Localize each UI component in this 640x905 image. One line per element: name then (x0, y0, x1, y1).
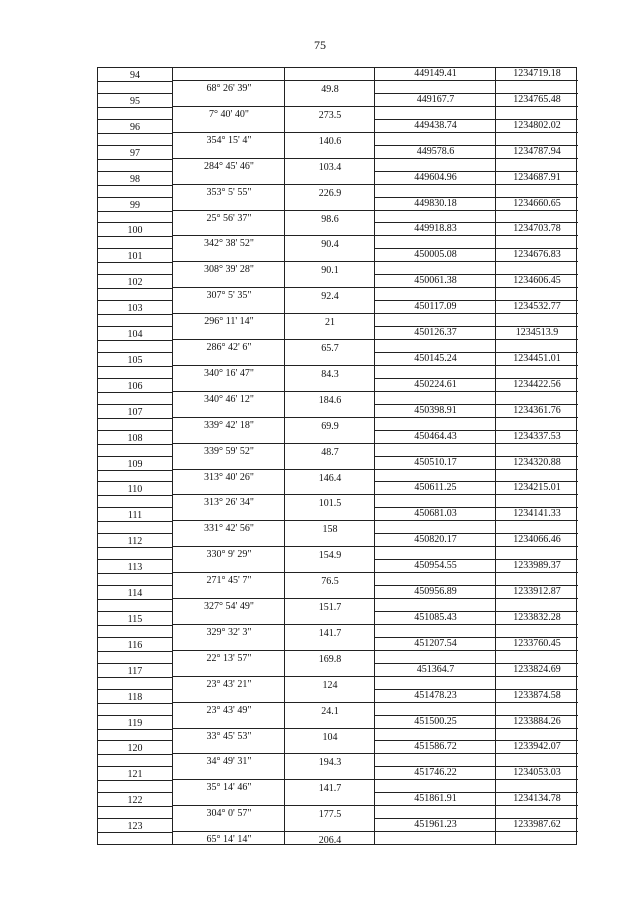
coordinate-x: 451861.91 (414, 793, 457, 805)
row-divider (172, 313, 374, 314)
segment-distance: 177.5 (318, 809, 342, 821)
segment-distance: 154.9 (318, 550, 342, 562)
row-divider (374, 546, 578, 547)
bearing-angle: 308° 39' 28" (204, 264, 254, 276)
point-id: 114 (127, 588, 143, 599)
bearing-angle: 313° 26' 34" (204, 497, 254, 509)
point-id: 122 (127, 795, 143, 807)
coordinate-x: 450681.03 (414, 508, 457, 520)
coordinate-y: 1234451.01 (513, 352, 561, 364)
row-divider (98, 818, 172, 819)
point-id: 123 (127, 821, 143, 833)
point-id: 104 (127, 329, 143, 340)
row-divider (98, 430, 172, 431)
bearing-angle: 327° 54' 49" (204, 601, 254, 612)
row-divider (98, 236, 172, 237)
point-id: 121 (127, 769, 143, 781)
bearing-angle: 340° 46' 12" (204, 393, 254, 405)
row-divider (374, 158, 578, 159)
bearing-angle: 329° 32' 3" (206, 626, 252, 638)
segment-distance: 84.3 (321, 368, 339, 380)
row-divider (172, 210, 374, 211)
row-divider (98, 507, 172, 508)
coordinate-y: 1234320.88 (513, 456, 561, 468)
point-id: 119 (127, 717, 143, 729)
coordinate-y: 1234422.56 (513, 378, 561, 390)
point-id: 113 (127, 562, 143, 574)
point-id: 101 (127, 251, 143, 263)
point-id: 115 (127, 613, 143, 625)
point-id: 106 (127, 380, 143, 392)
point-id: 107 (127, 406, 143, 418)
row-divider (98, 533, 172, 534)
row-divider (374, 80, 578, 81)
segment-distance: 48.7 (321, 446, 339, 458)
coordinate-x: 450126.37 (414, 327, 457, 338)
coordinate-x: 450061.38 (414, 275, 457, 287)
row-divider (172, 624, 374, 625)
row-divider (172, 391, 374, 392)
row-divider (374, 184, 578, 185)
bearing-angle: 340° 16' 47" (204, 367, 254, 379)
coordinate-y: 1233824.69 (513, 663, 561, 675)
row-divider (98, 806, 172, 807)
coordinate-y: 1234066.46 (513, 534, 561, 546)
row-divider (98, 262, 172, 263)
coordinate-y: 1234215.01 (513, 482, 561, 494)
bearing-angle: 35° 14' 46" (206, 782, 252, 794)
bearing-angle: 65° 14' 14" (206, 834, 252, 846)
point-id: 100 (127, 225, 143, 237)
row-divider (172, 494, 374, 495)
segment-distance: 169.8 (318, 653, 342, 665)
row-divider (374, 339, 578, 340)
coordinate-x: 450398.91 (414, 404, 457, 416)
row-divider (374, 676, 578, 677)
row-divider (172, 546, 374, 547)
row-divider (98, 651, 172, 652)
coordinate-y: 1234765.48 (513, 93, 561, 105)
coordinate-x: 450611.25 (414, 482, 457, 494)
bearing-angle: 7° 40' 40" (209, 108, 249, 120)
row-divider (374, 210, 578, 211)
segment-distance: 104 (322, 731, 338, 743)
row-divider (172, 753, 374, 754)
row-divider (98, 93, 172, 94)
bearing-angle: 331° 42' 56" (204, 523, 254, 535)
row-divider (374, 779, 578, 780)
row-divider (98, 611, 172, 612)
segment-distance: 273.5 (318, 109, 342, 121)
coordinate-x: 449604.96 (414, 171, 457, 183)
row-divider (374, 235, 578, 236)
bearing-angle: 313° 40' 26" (204, 471, 254, 483)
segment-distance: 76.5 (321, 576, 339, 588)
row-divider (98, 832, 172, 833)
bearing-angle: 286° 42' 6" (206, 342, 252, 353)
row-divider (98, 792, 172, 793)
coordinate-x: 450464.43 (414, 430, 457, 442)
row-divider (172, 261, 374, 262)
row-divider (374, 261, 578, 262)
bearing-angle: 339° 42' 18" (204, 419, 254, 431)
row-divider (172, 287, 374, 288)
row-divider (374, 313, 578, 314)
row-divider (98, 366, 172, 367)
row-divider (172, 158, 374, 159)
row-divider (172, 443, 374, 444)
row-divider (172, 676, 374, 677)
row-divider (374, 831, 578, 832)
point-id: 116 (127, 639, 143, 651)
segment-distance: 184.6 (318, 394, 342, 406)
segment-distance: 65.7 (321, 343, 339, 354)
point-id: 120 (127, 743, 143, 755)
coordinate-y: 1233989.37 (513, 560, 561, 572)
row-divider (98, 625, 172, 626)
bearing-angle: 353° 5' 55" (206, 186, 252, 198)
point-id: 97 (130, 147, 140, 159)
row-divider (374, 443, 578, 444)
point-id: 99 (130, 199, 140, 211)
row-divider (98, 663, 172, 664)
row-divider (98, 481, 172, 482)
coordinate-x: 451478.23 (414, 689, 457, 701)
coordinate-x: 450956.89 (414, 586, 457, 597)
row-divider (98, 754, 172, 755)
row-divider (172, 728, 374, 729)
row-divider (98, 352, 172, 353)
row-divider (374, 417, 578, 418)
row-divider (98, 145, 172, 146)
segment-distance: 146.4 (318, 472, 342, 484)
coordinate-y: 1234787.94 (513, 145, 561, 157)
row-divider (374, 132, 578, 133)
coordinate-x: 450005.08 (414, 249, 457, 261)
coordinate-y: 1234676.83 (513, 249, 561, 261)
coordinate-y: 1233760.45 (513, 637, 561, 649)
row-divider (374, 520, 578, 521)
row-divider (172, 598, 374, 599)
row-divider (172, 106, 374, 107)
segment-distance: 21 (325, 317, 335, 329)
row-divider (98, 444, 172, 445)
row-divider (98, 547, 172, 548)
coordinates-table (97, 67, 577, 845)
row-divider (98, 288, 172, 289)
bearing-angle: 354° 15' 4" (206, 134, 252, 146)
row-divider (374, 702, 578, 703)
coordinate-x: 450224.61 (414, 378, 457, 390)
row-divider (98, 326, 172, 327)
coordinate-x: 451207.54 (414, 637, 457, 649)
row-divider (98, 766, 172, 767)
bearing-angle: 33° 45' 53" (206, 730, 252, 742)
row-divider (98, 677, 172, 678)
row-divider (374, 624, 578, 625)
row-divider (172, 235, 374, 236)
coordinate-y: 1234361.76 (513, 404, 561, 416)
coordinate-x: 450145.24 (414, 352, 457, 364)
row-divider (172, 469, 374, 470)
point-id: 105 (127, 354, 143, 366)
coordinate-y: 1234532.77 (513, 301, 561, 313)
row-divider (98, 340, 172, 341)
coordinate-x: 449578.6 (416, 145, 455, 157)
coordinate-y: 1234719.18 (513, 68, 561, 79)
row-divider (98, 715, 172, 716)
coordinate-y: 1234337.53 (513, 430, 561, 442)
segment-distance: 69.9 (321, 420, 339, 432)
bearing-angle: 339° 59' 52" (204, 445, 254, 457)
coordinate-x: 450954.55 (414, 560, 457, 572)
row-divider (98, 274, 172, 275)
bearing-angle: 34° 49' 31" (206, 756, 252, 768)
coordinate-y: 1234606.45 (513, 275, 561, 287)
row-divider (98, 392, 172, 393)
segment-distance: 92.4 (321, 291, 339, 303)
row-divider (98, 133, 172, 134)
row-divider (172, 365, 374, 366)
row-divider (374, 728, 578, 729)
row-divider (98, 780, 172, 781)
coordinate-x: 451961.23 (414, 819, 457, 831)
bearing-angle: 68° 26' 39" (206, 83, 252, 94)
segment-distance: 226.9 (318, 187, 342, 199)
point-id: 111 (127, 510, 143, 522)
bearing-angle: 271° 45' 7" (206, 575, 252, 587)
segment-distance: 101.5 (318, 498, 342, 510)
point-id: 110 (127, 484, 143, 496)
row-divider (374, 805, 578, 806)
row-divider (98, 521, 172, 522)
bearing-angle: 23° 43' 49" (206, 704, 252, 716)
point-id: 102 (127, 277, 143, 289)
coordinate-x: 449167.7 (416, 93, 455, 105)
coordinate-x: 450820.17 (414, 534, 457, 546)
row-divider (98, 185, 172, 186)
row-divider (98, 689, 172, 690)
coordinate-y: 1233942.07 (513, 741, 561, 753)
row-divider (172, 650, 374, 651)
coordinate-y: 1234134.78 (513, 793, 561, 805)
coordinate-x: 451746.22 (414, 767, 457, 779)
bearing-angle: 296° 11' 14" (204, 316, 254, 328)
point-id: 95 (130, 95, 140, 107)
coordinate-x: 449830.18 (414, 197, 457, 209)
point-id: 108 (127, 432, 143, 444)
row-divider (172, 572, 374, 573)
row-divider (172, 132, 374, 133)
row-divider (98, 599, 172, 600)
row-divider (172, 779, 374, 780)
row-divider (374, 106, 578, 107)
row-divider (374, 365, 578, 366)
row-divider (98, 573, 172, 574)
segment-distance: 151.7 (318, 602, 342, 613)
row-divider (172, 805, 374, 806)
row-divider (172, 184, 374, 185)
row-divider (374, 650, 578, 651)
coordinate-x: 451364.7 (416, 663, 455, 675)
row-divider (98, 559, 172, 560)
row-divider (98, 211, 172, 212)
coordinate-y: 1234513.9 (515, 327, 559, 338)
coordinate-x: 451586.72 (414, 741, 457, 753)
coordinate-x: 450117.09 (414, 301, 457, 313)
row-divider (98, 585, 172, 586)
point-id: 118 (127, 691, 143, 703)
row-divider (98, 222, 172, 223)
coordinate-x: 451085.43 (414, 611, 457, 623)
point-id: 103 (127, 303, 143, 315)
row-divider (172, 339, 374, 340)
segment-distance: 140.6 (318, 135, 342, 147)
row-divider (98, 171, 172, 172)
segment-distance: 90.1 (321, 265, 339, 277)
coordinate-x: 449918.83 (414, 223, 457, 235)
row-divider (172, 80, 374, 81)
coordinate-y: 1233832.28 (513, 611, 561, 623)
coordinate-y: 1234703.78 (513, 223, 561, 235)
row-divider (172, 831, 374, 832)
coordinate-y: 1233874.58 (513, 689, 561, 701)
coordinate-y: 1234687.91 (513, 171, 561, 183)
segment-distance: 124 (322, 679, 338, 691)
bearing-angle: 330° 9' 29" (206, 549, 252, 561)
row-divider (374, 287, 578, 288)
row-divider (374, 753, 578, 754)
segment-distance: 158 (322, 524, 338, 536)
point-id: 98 (130, 173, 140, 185)
point-id: 94 (130, 70, 140, 81)
point-id: 112 (127, 536, 143, 548)
coordinate-y: 1233987.62 (513, 819, 561, 831)
row-divider (98, 404, 172, 405)
row-divider (98, 740, 172, 741)
coordinate-x: 449149.41 (414, 68, 457, 79)
row-divider (98, 81, 172, 82)
row-divider (98, 314, 172, 315)
segment-distance: 141.7 (318, 627, 342, 639)
row-divider (98, 107, 172, 108)
row-divider (374, 469, 578, 470)
point-id: 96 (130, 121, 140, 133)
segment-distance: 49.8 (321, 84, 339, 95)
row-divider (98, 300, 172, 301)
segment-distance: 98.6 (321, 213, 339, 225)
bearing-angle: 284° 45' 46" (204, 160, 254, 172)
segment-distance: 206.4 (318, 835, 342, 847)
row-divider (98, 456, 172, 457)
point-id: 117 (127, 665, 143, 677)
row-divider (374, 598, 578, 599)
point-id: 109 (127, 458, 143, 470)
bearing-angle: 304° 0' 57" (206, 808, 252, 820)
row-divider (98, 703, 172, 704)
segment-distance: 103.4 (318, 161, 342, 173)
bearing-angle: 23° 43' 21" (206, 678, 252, 690)
segment-distance: 24.1 (321, 705, 339, 717)
coordinate-y: 1234141.33 (513, 508, 561, 520)
segment-distance: 90.4 (321, 239, 339, 251)
coordinate-y: 1233884.26 (513, 715, 561, 727)
segment-distance: 141.7 (318, 783, 342, 795)
row-divider (98, 378, 172, 379)
row-divider (98, 470, 172, 471)
bearing-angle: 342° 38' 52" (204, 238, 254, 250)
bearing-angle: 22° 13' 57" (206, 652, 252, 664)
row-divider (374, 572, 578, 573)
row-divider (98, 729, 172, 730)
page-number: 75 (314, 38, 326, 52)
row-divider (98, 159, 172, 160)
row-divider (172, 417, 374, 418)
coordinate-x: 451500.25 (414, 715, 457, 727)
row-divider (98, 637, 172, 638)
bearing-angle: 25° 56' 37" (206, 212, 252, 224)
segment-distance: 194.3 (318, 757, 342, 769)
coordinate-y: 1234802.02 (513, 119, 561, 131)
row-divider (172, 702, 374, 703)
coordinate-x: 450510.17 (414, 456, 457, 468)
row-divider (98, 197, 172, 198)
row-divider (374, 494, 578, 495)
coordinate-y: 1234660.65 (513, 197, 561, 209)
row-divider (98, 248, 172, 249)
coordinate-y: 1234053.03 (513, 767, 561, 779)
row-divider (374, 391, 578, 392)
row-divider (98, 418, 172, 419)
row-divider (98, 495, 172, 496)
coordinate-x: 449438.74 (414, 119, 457, 131)
bearing-angle: 307° 5' 35" (206, 290, 252, 302)
row-divider (172, 520, 374, 521)
coordinate-y: 1233912.87 (513, 586, 561, 597)
row-divider (98, 119, 172, 120)
